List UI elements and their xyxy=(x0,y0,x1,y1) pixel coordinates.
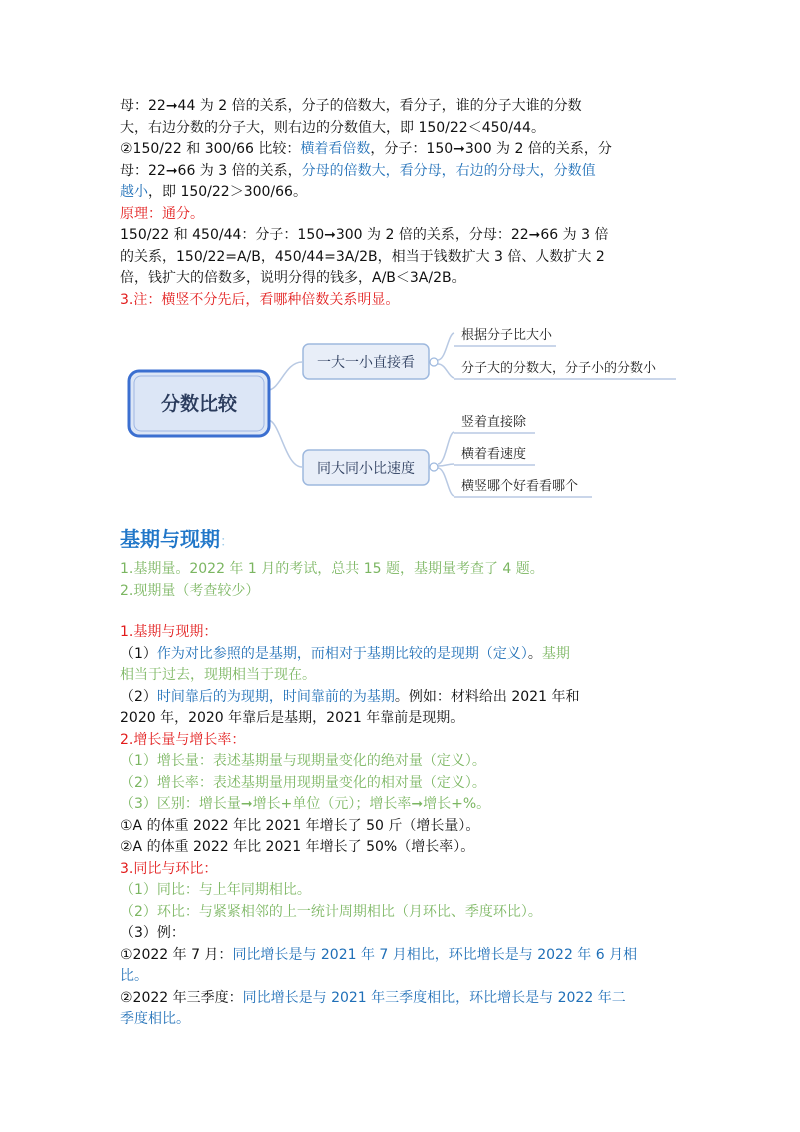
connector xyxy=(268,362,302,390)
text-line: 相当于过去，现期相当于现在。 xyxy=(120,667,316,683)
mindmap-diagram xyxy=(0,0,800,520)
text-line: ②A 的体重 2022 年比 2021 年增长了 50%（增长率）。 xyxy=(120,839,475,855)
text-span: （1） xyxy=(120,645,157,662)
mindmap-branch-label: 同大同小比速度 xyxy=(317,461,415,477)
text-span: ，即 150/22＞300/66。 xyxy=(148,184,307,200)
mindmap-leaf: 根据分子比大小 xyxy=(461,328,553,343)
text-span: 母：22➞66 为 3 倍的关系， xyxy=(120,162,302,179)
text-line: ①A 的体重 2022 年比 2021 年增长了 50 斤（增长量）。 xyxy=(120,817,480,834)
mindmap-leaf: 分子大的分数大，分子小的分数小 xyxy=(461,361,657,376)
collapse-dot xyxy=(430,358,438,366)
emphasis-text: 分母的倍数大，看分母，右边的分母大，分数值 xyxy=(301,162,596,179)
mindmap-leaf: 横竖哪个好看看哪个 xyxy=(461,479,579,494)
text-line: （1）同比：与上年同期相比。 xyxy=(120,882,311,898)
text-span: （2） xyxy=(120,688,157,705)
text-line xyxy=(120,644,680,666)
mindmap-leaf: 竖着直接除 xyxy=(461,415,527,430)
text-span: ①2022 年 7 月： xyxy=(120,946,233,963)
section-title: 基期与现期 xyxy=(120,527,220,551)
connector xyxy=(438,432,454,464)
text-line: 比。 xyxy=(120,968,148,984)
emphasis-text: 越小 xyxy=(120,184,148,200)
subheading: 3.同比与环比： xyxy=(120,860,218,877)
text-line: 倍，钱扩大的倍数多，说明分得的钱多，A/B＜3A/2B。 xyxy=(120,270,466,286)
subheading: 1.基期与现期： xyxy=(120,624,218,640)
text-line: （1）增长量：表述基期量与现期量变化的绝对量（定义）。 xyxy=(120,753,486,769)
mindmap-root-label: 分数比较 xyxy=(160,393,238,415)
note-line: 3.注：横竖不分先后，看哪种倍数关系明显。 xyxy=(120,291,400,308)
principle-label: 原理：通分。 xyxy=(120,205,204,222)
emphasis-text: 时间靠后的为现期，时间靠前的为基期 xyxy=(156,688,395,705)
body-block xyxy=(120,622,680,1031)
connector xyxy=(438,364,454,378)
connector xyxy=(268,420,302,467)
text-line: （3）例： xyxy=(120,925,185,941)
subheading: 2.增长量与增长率： xyxy=(120,731,246,748)
text-span: ②2022 年三季度： xyxy=(120,989,243,1006)
text-line: （2）增长率：表述基期量用现期量变化的相对量（定义）。 xyxy=(120,774,486,791)
text-line: 的关系，150/22=A/B，450/44=3A/2B，相当于钱数扩大 3 倍、人数扩大 2 xyxy=(120,248,605,265)
connector xyxy=(438,333,454,360)
connector xyxy=(438,464,454,466)
text-line xyxy=(120,945,680,967)
emphasis-text: 同比增长是与 2021 年三季度相比，环比增长是与 2022 年二 xyxy=(242,989,626,1006)
text-span: 。 xyxy=(527,645,542,662)
green-text: 基期 xyxy=(541,645,570,662)
mindmap-leaf: 横着看速度 xyxy=(461,447,527,462)
text-line: 母：22➞44 为 2 倍的关系，分子的倍数大，看分子，谁的分子大谁的分数 xyxy=(120,98,582,114)
connector xyxy=(438,468,454,496)
section-heading xyxy=(120,523,234,552)
text-line: （2）环比：与紧紧相邻的上一统计周期相比（月环比、季度环比）。 xyxy=(120,903,542,920)
emphasis-text: 横着看倍数 xyxy=(300,141,371,157)
text-line xyxy=(120,988,680,1010)
text-line: 大，右边分数的分子大，则右边的分数值大，即 150/22＜450/44。 xyxy=(120,119,545,136)
heading-colon: ： xyxy=(220,534,234,550)
text-line xyxy=(120,687,680,709)
text-line: 150/22 和 450/44：分子：150➞300 为 2 倍的关系，分母：22➞66 为 3 倍 xyxy=(120,227,609,243)
text-line: 季度相比。 xyxy=(120,1011,190,1027)
text-line: 2.现期量（考查较少） xyxy=(120,582,260,599)
mindmap-branch-label: 一大一小直接看 xyxy=(317,355,415,371)
text-line: 2020 年，2020 年靠后是基期，2021 年靠前是现期。 xyxy=(120,710,465,726)
text-span: 。例如：材料给出 2021 年和 xyxy=(394,688,580,705)
intro-block xyxy=(120,559,680,602)
text-line: （3）区别：增长量➞增长+单位（元）；增长率➞增长+%。 xyxy=(120,796,491,812)
emphasis-text: 同比增长是与 2021 年 7 月相比，环比增长是与 2022 年 6 月相 xyxy=(232,946,638,963)
text-line: 1.基期量。2022 年 1 月的考试，总共 15 题，基期量考查了 4 题。 xyxy=(120,561,544,577)
emphasis-text: 作为对比参照的是基期，而相对于基期比较的是现期（定义） xyxy=(156,645,528,662)
text-span: ，分子：150➞300 为 2 倍的关系，分 xyxy=(370,141,612,157)
collapse-dot xyxy=(430,463,438,471)
text-span: ②150/22 和 300/66 比较： xyxy=(120,141,301,157)
